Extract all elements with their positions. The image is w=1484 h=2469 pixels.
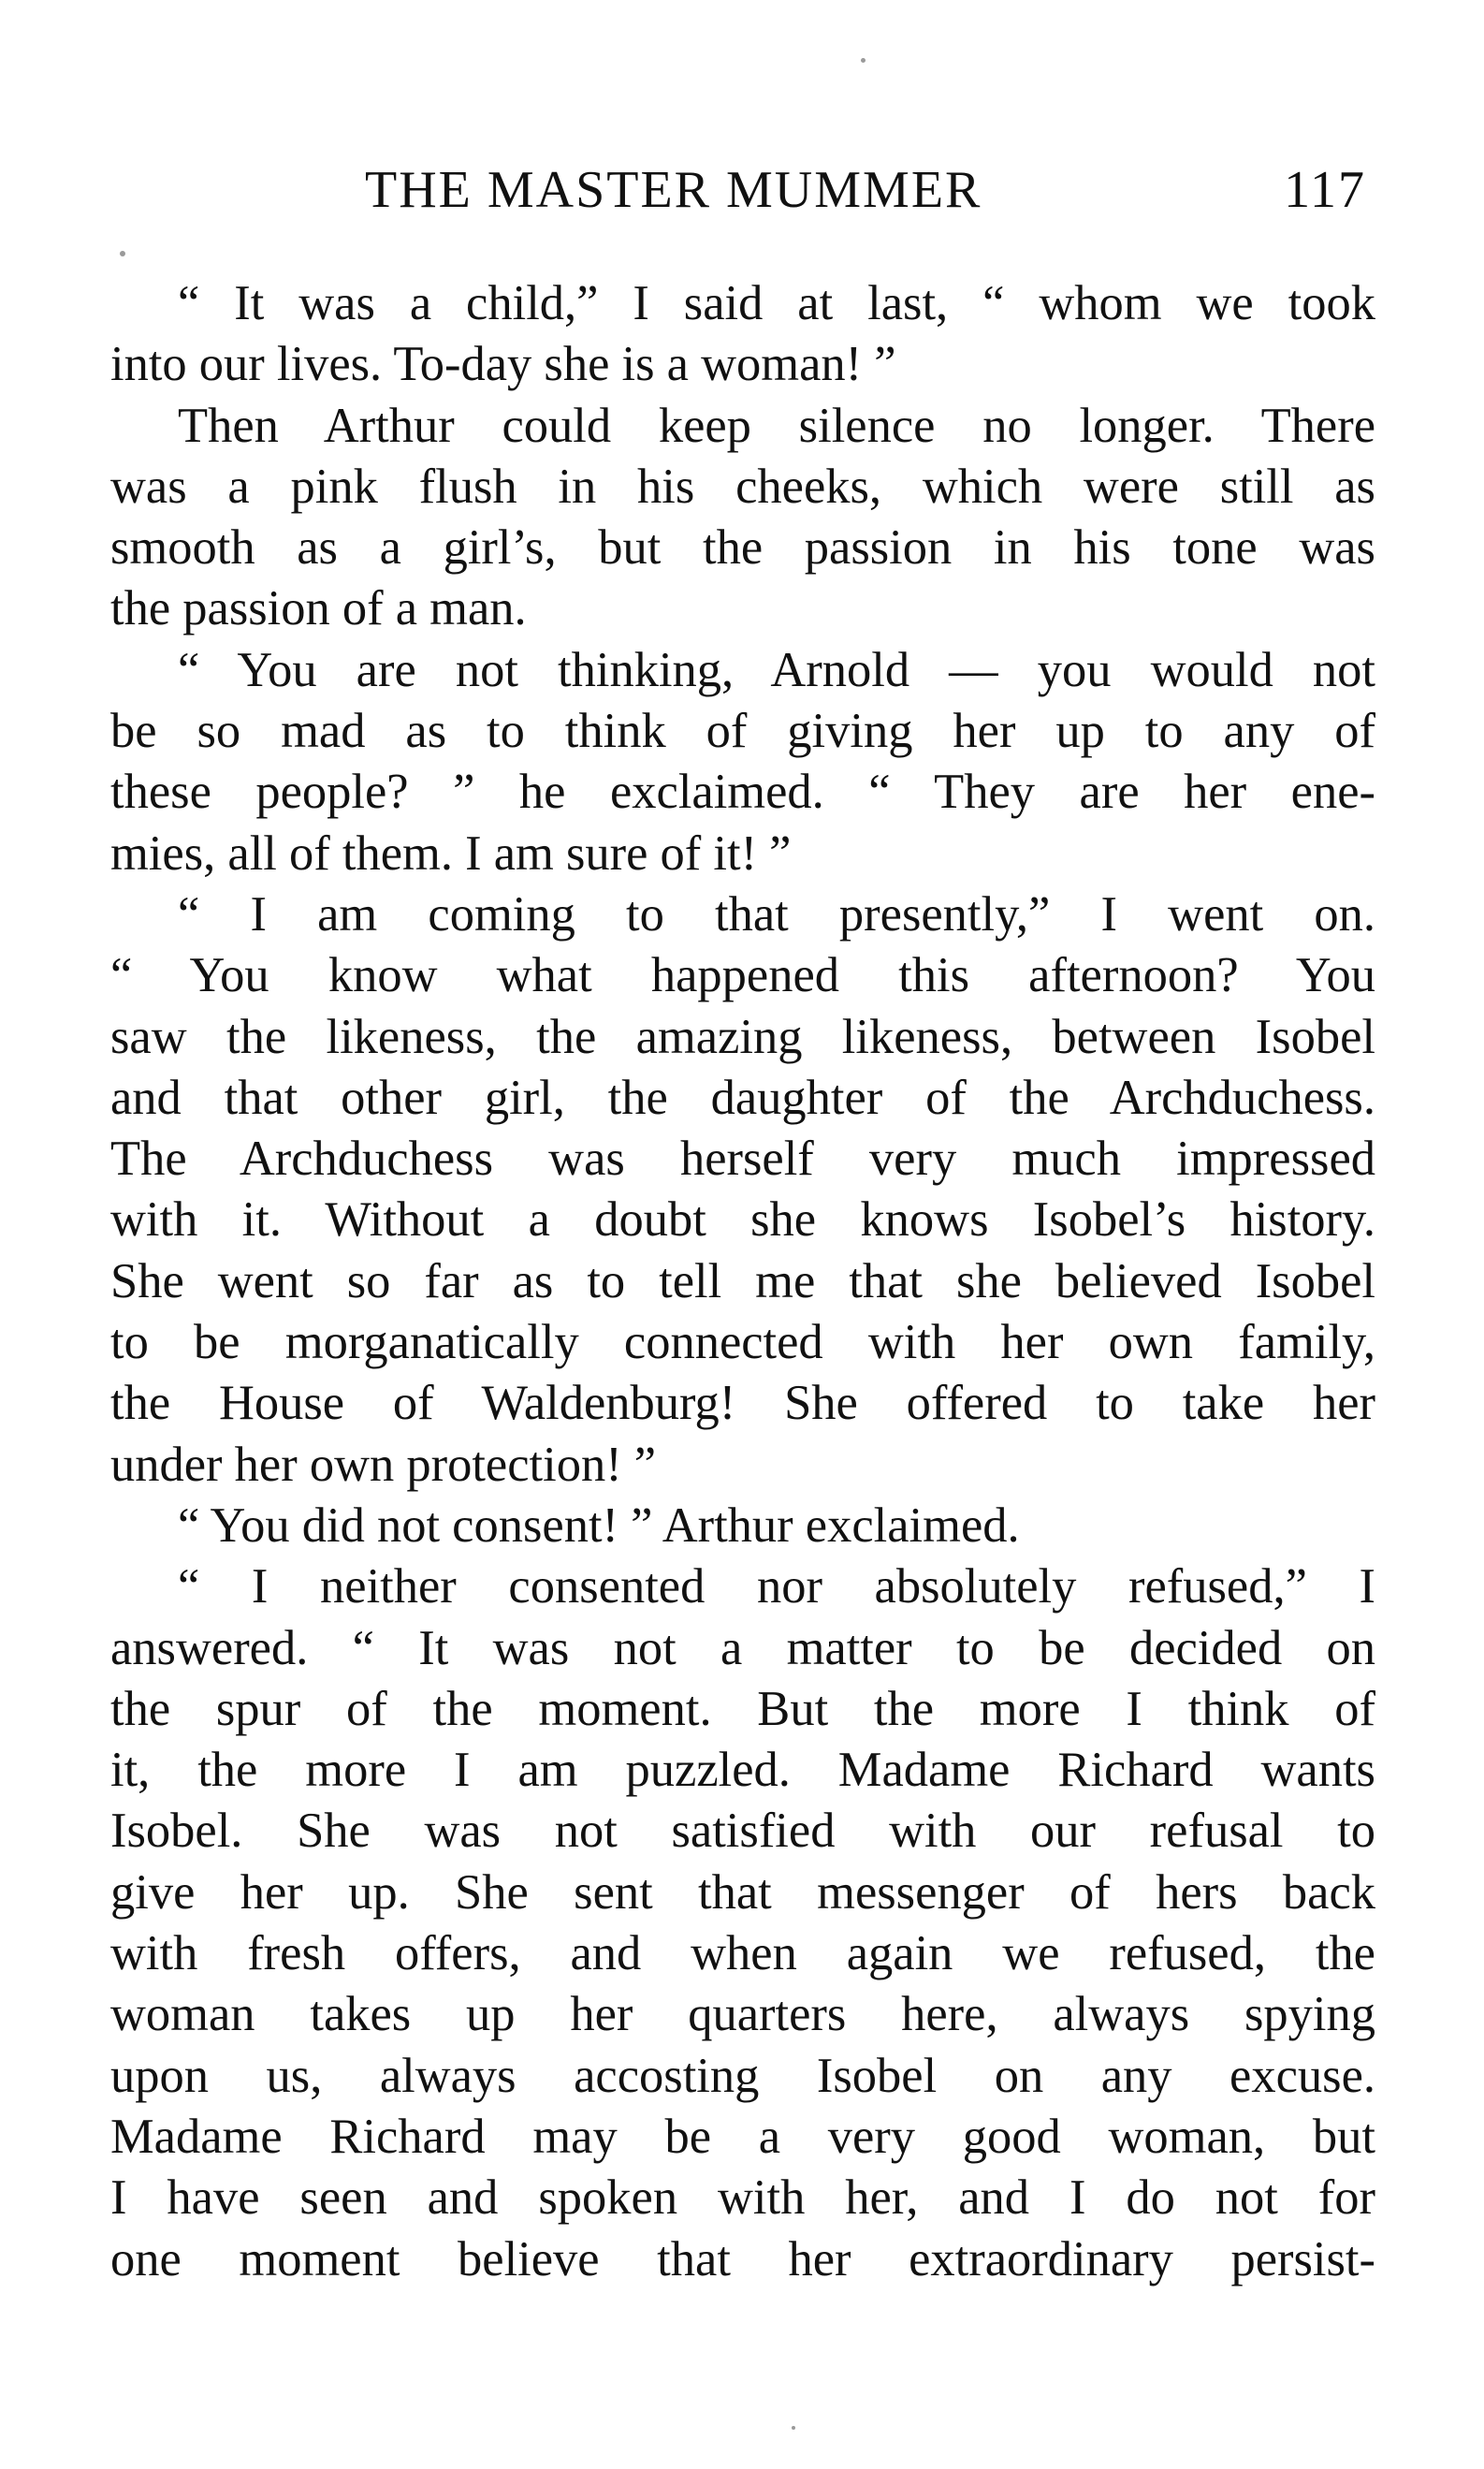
- text-line: these people? ” he exclaimed. “ They are her ene-: [110, 765, 1375, 820]
- text-line: woman takes up her quarters here, always spying: [110, 1987, 1375, 2042]
- text-line: I have seen and spoken with her, and I do not for: [110, 2170, 1375, 2226]
- body-text: [110, 273, 1375, 2290]
- text-line: smooth as a girl’s, but the passion in his tone was: [110, 520, 1375, 576]
- text-line: answered. “ It was not a matter to be decided on: [110, 1620, 1375, 1675]
- page-number: 117: [1284, 161, 1366, 219]
- text-line: the House of Waldenburg! She offered to take her: [110, 1376, 1375, 1431]
- text-line: Isobel. She was not satisfied with our refusal to: [110, 1804, 1375, 1859]
- text-line: the spur of the moment. But the more I think of: [110, 1681, 1375, 1736]
- text-line: into our lives. To-day she is a woman! ”: [110, 337, 896, 392]
- text-line: “ You did not consent! ” Arthur exclaimed.: [178, 1497, 1020, 1553]
- text-line: be so mad as to think of giving her up to any of: [110, 704, 1375, 759]
- text-line: “ I am coming to that presently,” I went on.: [178, 886, 1375, 942]
- text-line: with fresh offers, and when again we refused, the: [110, 1926, 1375, 1981]
- text-line: “ You are not thinking, Arnold — you would not: [178, 642, 1375, 697]
- text-line: give her up. She sent that messenger of hers back: [110, 1864, 1375, 1920]
- print-speck: [792, 2426, 795, 2430]
- text-line: “ It was a child,” I said at last, “ whom we took: [178, 276, 1375, 330]
- text-line: She went so far as to tell me that she believed Isobel: [110, 1253, 1375, 1308]
- text-line: the passion of a man.: [110, 581, 527, 636]
- text-line: mies, all of them. I am sure of it! ”: [110, 825, 792, 881]
- text-line: saw the likeness, the amazing likeness, between Isobel: [110, 1009, 1375, 1064]
- text-line: “ I neither consented nor absolutely refused,” I: [178, 1559, 1375, 1614]
- text-line: Then Arthur could keep silence no longer. There: [178, 398, 1375, 453]
- text-line: and that other girl, the daughter of the Archduchess.: [110, 1070, 1375, 1125]
- text-line: one moment believe that her extraordinary persist-: [110, 2231, 1375, 2286]
- running-header: [110, 157, 1375, 223]
- text-line: The Archduchess was herself very much impressed: [110, 1132, 1375, 1187]
- running-title: THE MASTER MUMMER: [365, 161, 982, 219]
- print-speck: [120, 251, 125, 256]
- text-line: with it. Without a doubt she knows Isobel’s history.: [110, 1192, 1375, 1248]
- print-speck: [861, 58, 866, 63]
- text-line: upon us, always accosting Isobel on any excuse.: [110, 2048, 1375, 2103]
- text-line: “ You know what happened this afternoon? You: [110, 948, 1375, 1003]
- text-line: it, the more I am puzzled. Madame Richard wants: [110, 1743, 1375, 1798]
- text-line: Madame Richard may be a very good woman, but: [110, 2109, 1375, 2164]
- text-line: under her own protection! ”: [110, 1437, 657, 1492]
- text-line: to be morganatically connected with her own family,: [110, 1315, 1375, 1370]
- text-line: was a pink flush in his cheeks, which were still as: [110, 459, 1375, 514]
